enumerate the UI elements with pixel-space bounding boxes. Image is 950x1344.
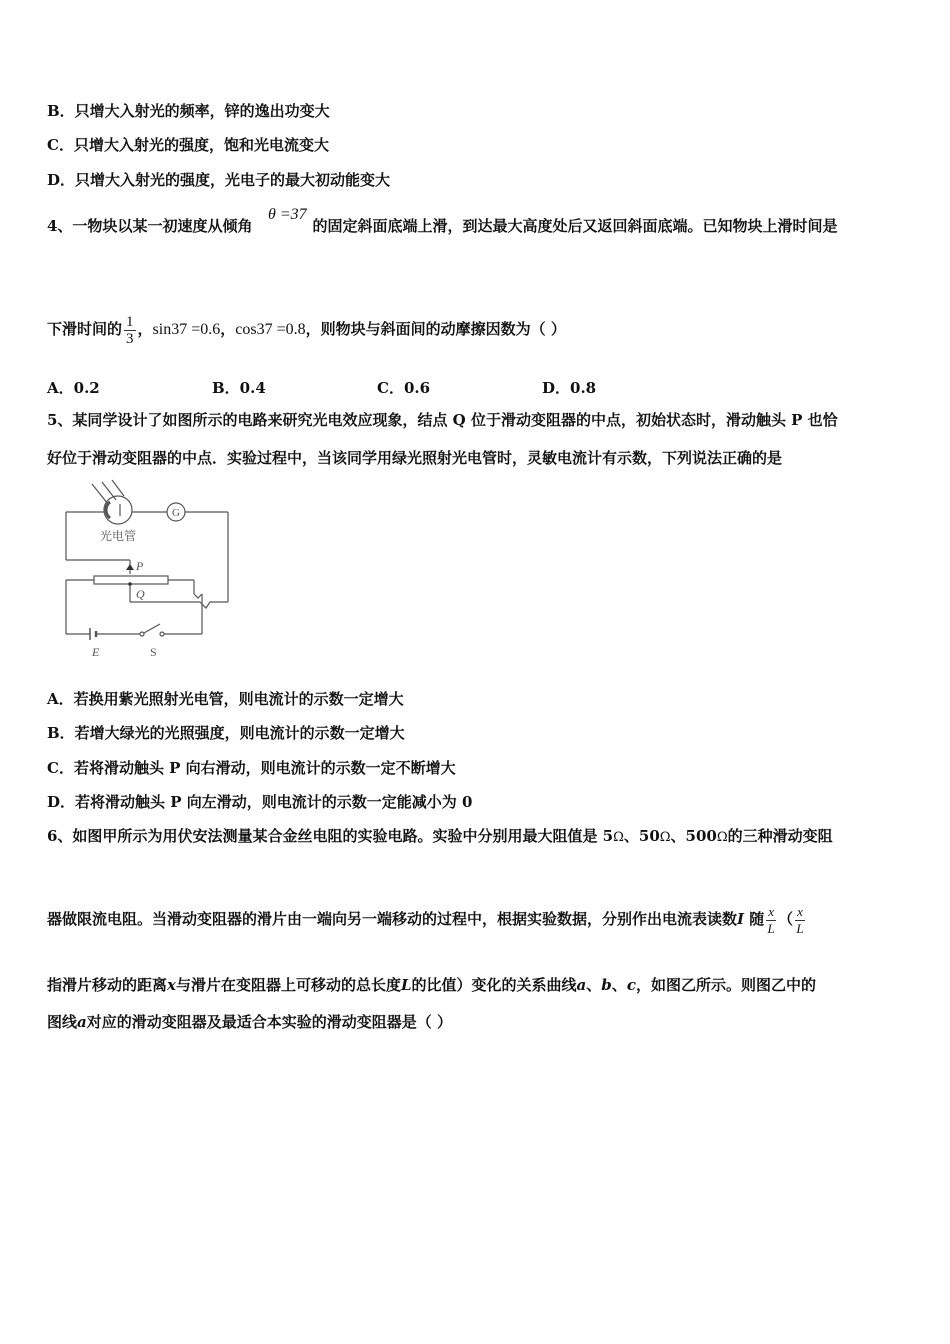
q6-var-l: L xyxy=(400,976,412,994)
q4-cos-expression: cos37 =0.8 xyxy=(235,321,306,338)
q6-line2 xyxy=(47,900,807,938)
q6-fraction-2-den: L xyxy=(796,920,804,936)
q4-sep1: ， xyxy=(137,320,153,338)
q5-line2: 好位于滑动变阻器的中点．实验过程中，当该同学用绿光照射光电管时，灵敏电流计有示数，下列说法正确的是 xyxy=(47,449,783,467)
q6-line1 xyxy=(47,826,833,848)
q4-option-c: C．0.6 xyxy=(377,379,431,397)
q4-line2 xyxy=(47,312,566,347)
q6-line4 xyxy=(47,1012,452,1032)
q6-comma1: 、 xyxy=(586,976,602,994)
label-p: P xyxy=(136,559,144,573)
q3-option-d: D．只增大入射光的强度，光电子的最大初动能变大 xyxy=(47,171,391,189)
q6-line3-c: 的比值）变化的关系曲线 xyxy=(411,976,577,994)
q6-var-i: I xyxy=(737,910,745,928)
label-q: Q xyxy=(136,587,145,601)
q3-option-b: B．只增大入射光的频率，锌的逸出功变大 xyxy=(47,102,330,120)
q5-line1: 5、某同学设计了如图所示的电路来研究光电效应现象，结点 Q 位于滑动变阻器的中点，初始状态时，滑动触头 P 也恰 xyxy=(47,411,838,429)
q6-line1-prefix: 6、如图甲所示为用伏安法测量某合金丝电阻的实验电路。实验中分别用最大阻值是 5 xyxy=(47,827,614,845)
photo-cathode xyxy=(106,502,110,518)
q4-line2-prefix: 下滑时间的 xyxy=(47,320,123,338)
q6-var-a: a xyxy=(576,976,587,994)
q4-line1 xyxy=(47,216,837,236)
q4-line1-prefix: 4、一物块以某一初速度从倾角 xyxy=(47,217,253,235)
q5-option-b: B．若增大绿光的光照强度，则电流计的示数一定增大 xyxy=(47,724,405,742)
switch-icon xyxy=(140,632,144,636)
q5-option-a: A．若换用紫光照射光电管，则电流计的示数一定增大 xyxy=(47,690,404,708)
q6-var-b: b xyxy=(601,976,612,994)
q6-var-x: x xyxy=(167,976,176,994)
q4-option-a: A．0.2 xyxy=(47,379,100,397)
q4-fraction xyxy=(124,314,136,347)
q6-line3 xyxy=(47,975,816,995)
q6-line2-mid: 随 xyxy=(744,910,765,928)
q6-sep-a: 、50 xyxy=(623,827,660,845)
q6-omega-2: Ω xyxy=(659,830,671,845)
q5-option-d: D．若将滑动触头 P 向左滑动，则电流计的示数一定能减小为 0 xyxy=(47,793,473,811)
q6-fraction-1-den: L xyxy=(767,920,775,936)
light-ray xyxy=(112,480,124,496)
q3-option-c: C．只增大入射光的强度，饱和光电流变大 xyxy=(47,136,329,154)
junction-q xyxy=(128,582,132,586)
label-e: E xyxy=(92,645,100,659)
label-s: S xyxy=(150,645,157,659)
q6-sep-b: 、500 xyxy=(670,827,717,845)
q4-option-d: D．0.8 xyxy=(542,379,597,397)
circuit-diagram xyxy=(60,478,245,663)
q6-line1-suffix: 的三种滑动变阻 xyxy=(727,827,833,845)
q6-line3-b: 与滑片在变阻器上可移动的总长度 xyxy=(175,976,401,994)
q6-line2-prefix: 器做限流电阻。当滑动变阻器的滑片由一端向另一端移动的过程中，根据实验数据，分别作出电流表读数 xyxy=(47,910,738,928)
q6-var-c: c xyxy=(626,976,636,994)
photo-tube-icon xyxy=(104,496,132,524)
q6-var-a-2: a xyxy=(77,1013,87,1031)
light-ray xyxy=(102,482,116,500)
tube-label: 光电管 xyxy=(100,529,137,543)
q6-paren-open: （ xyxy=(778,910,794,928)
q6-fraction-1 xyxy=(766,904,776,937)
galvanometer-label: G xyxy=(172,507,180,519)
q6-omega-3: Ω xyxy=(716,830,728,845)
q4-fraction-den: 3 xyxy=(126,330,134,347)
slider-contact xyxy=(126,564,134,570)
q4-theta-expression: θ =37 xyxy=(268,206,307,223)
q4-line2-suffix: ，则物块与斜面间的动摩擦因数为（ ） xyxy=(305,320,566,338)
q6-line3-d: ，如图乙所示。则图乙中的 xyxy=(635,976,816,994)
q6-fraction-2 xyxy=(795,904,805,937)
q6-fraction-1-num: x xyxy=(768,903,775,919)
q6-line3-a: 指滑片移动的距离 xyxy=(47,976,168,994)
q4-fraction-num: 1 xyxy=(126,313,134,330)
q5-option-c: C．若将滑动触头 P 向右滑动，则电流计的示数一定不断增大 xyxy=(47,759,456,777)
q6-omega-1: Ω xyxy=(613,830,624,845)
q4-sep2: ， xyxy=(220,320,236,338)
q6-line4-a: 图线 xyxy=(47,1013,78,1031)
q6-line4-b: 对应的滑动变阻器及最适合本实验的滑动变阻器是（ ） xyxy=(86,1013,452,1031)
q4-sin-expression: sin37 =0.6 xyxy=(152,321,221,338)
q6-comma2: 、 xyxy=(611,976,627,994)
q6-fraction-2-num: x xyxy=(797,903,803,919)
q4-line1-suffix: 的固定斜面底端上滑，到达最大高度处后又返回斜面底端。已知物块上滑时间是 xyxy=(312,217,838,235)
q4-option-b: B．0.4 xyxy=(212,379,266,397)
